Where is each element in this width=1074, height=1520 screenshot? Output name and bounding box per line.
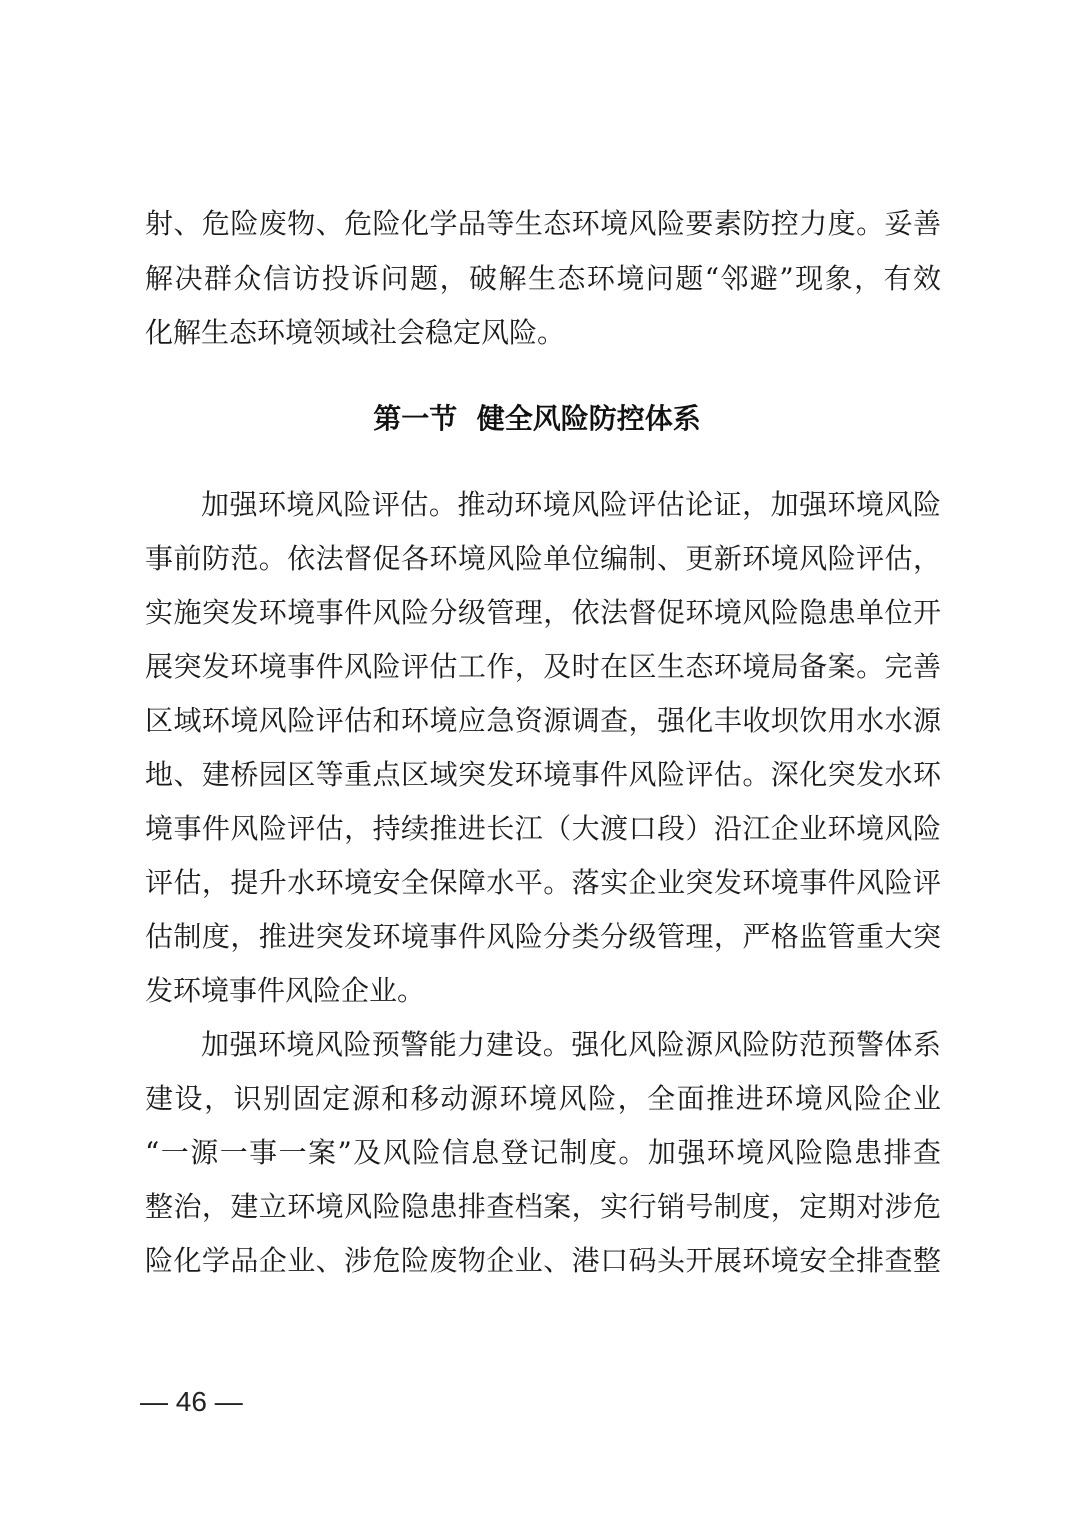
intro-line-3: 化解生态环境领域社会稳定风险。 bbox=[145, 316, 566, 349]
p1-first-line-rest: 。推动环境风险评估论证，加强环境风险 bbox=[428, 488, 941, 521]
p1-line-3: 实施突发环境事件风险分级管理，依法督促环境风险隐患单位开 bbox=[145, 596, 941, 629]
p1-line-1 bbox=[201, 485, 941, 525]
page-number: — 46 — bbox=[140, 1386, 243, 1417]
p1-line-2: 事前防范。依法督促各环境风险单位编制、更新环境风险评估， bbox=[145, 542, 941, 575]
p1-line-6: 地、建桥园区等重点区域突发环境事件风险评估。深化突发水环 bbox=[145, 758, 941, 791]
p2-line-3: “一源一事一案”及风险信息登记制度。加强环境风险隐患排查 bbox=[145, 1136, 941, 1169]
p1-line-7: 境事件风险评估，持续推进长江（大渡口段）沿江企业环境风险 bbox=[145, 812, 941, 845]
intro-line-1: 射、危险废物、危险化学品等生态环境风险要素防控力度。妥善 bbox=[145, 207, 941, 240]
p1-line-9: 估制度，推进突发环境事件风险分类分级管理，严格监管重大突 bbox=[145, 920, 941, 953]
p1-line-8: 评估，提升水环境安全保障水平。落实企业突发环境事件风险评 bbox=[145, 866, 941, 899]
p1-line-10: 发环境事件风险企业。 bbox=[145, 974, 426, 1007]
p2-line-2: 建设，识别固定源和移动源环境风险，全面推进环境风险企业 bbox=[145, 1082, 941, 1115]
p1-line-4: 展突发环境事件风险评估工作，及时在区生态环境局备案。完善 bbox=[145, 650, 941, 683]
p2-line-1 bbox=[201, 1025, 941, 1065]
p2-line-5: 险化学品企业、涉危险废物企业、港口码头开展环境安全排查整 bbox=[145, 1244, 941, 1277]
p1-lead: 加强环境风险评估 bbox=[201, 488, 429, 521]
p2-lead: 加强环境风险预警能力建设 bbox=[201, 1028, 543, 1061]
p1-line-5: 区域环境风险评估和环境应急资源调查，强化丰收坝饮用水水源 bbox=[145, 704, 941, 737]
p2-line-4: 整治，建立环境风险隐患排查档案，实行销号制度，定期对涉危 bbox=[145, 1190, 941, 1223]
intro-line-2: 解决群众信访投诉问题，破解生态环境问题“邻避”现象，有效 bbox=[145, 262, 941, 295]
p2-first-line-rest: 。强化风险源风险防范预警体系 bbox=[542, 1028, 941, 1061]
section-heading: 第一节 健全风险防控体系 bbox=[373, 402, 701, 435]
